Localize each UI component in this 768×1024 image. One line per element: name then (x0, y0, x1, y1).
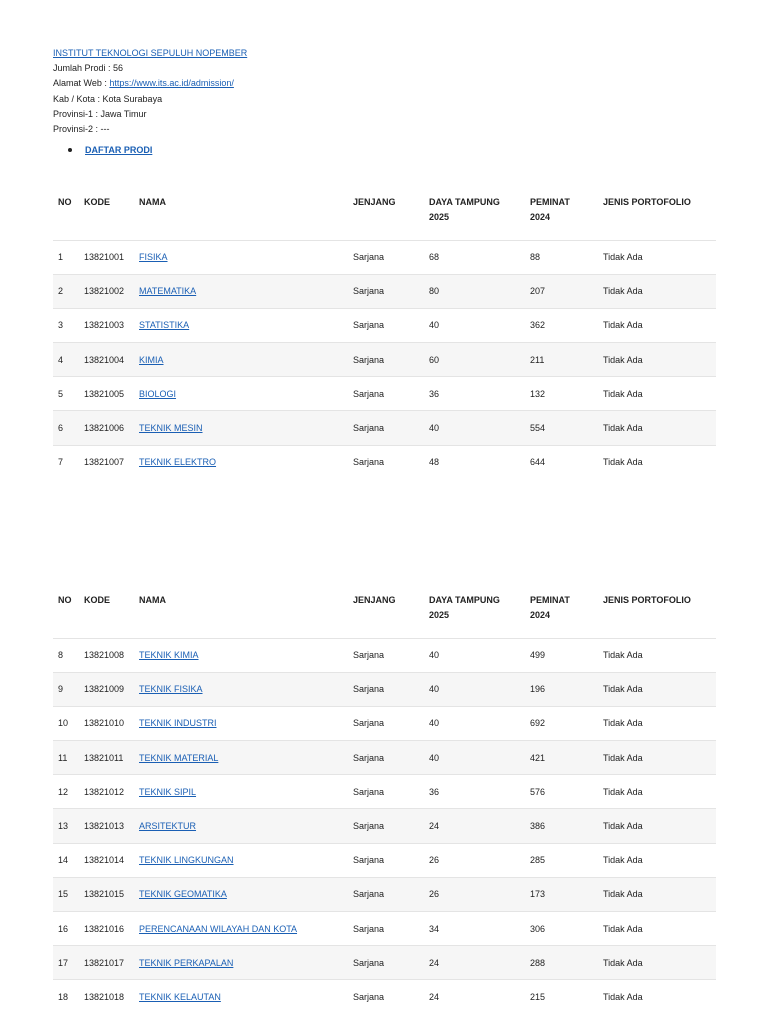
cell-daya-tampung: 24 (424, 809, 525, 843)
cell-peminat: 692 (525, 706, 598, 740)
table-row (53, 946, 716, 980)
cell-jenjang: Sarjana (348, 411, 424, 445)
cell-nama (134, 775, 348, 809)
cell-jenis-portofolio: Tidak Ada (598, 240, 716, 274)
header-jenjang: JENJANG (353, 197, 396, 207)
prodi-name-link[interactable]: TEKNIK GEOMATIKA (139, 889, 227, 900)
cell-kode: 13821011 (79, 741, 134, 775)
cell-daya-tampung: 40 (424, 411, 525, 445)
cell-no: 1 (53, 240, 79, 274)
cell-jenis-portofolio: Tidak Ada (598, 377, 716, 411)
prodi-name-link[interactable]: TEKNIK MATERIAL (139, 752, 219, 763)
cell-jenis-portofolio: Tidak Ada (598, 308, 716, 342)
cell-jenjang: Sarjana (348, 843, 424, 877)
header-peminat-line2: 2024 (530, 212, 551, 222)
header-no: NO (58, 197, 72, 207)
header-jenjang: JENJANG (353, 595, 396, 605)
prodi-name-link[interactable]: PERENCANAAN WILAYAH DAN KOTA (139, 923, 298, 934)
cell-jenjang: Sarjana (348, 445, 424, 479)
table-row (53, 343, 716, 377)
cell-no: 18 (53, 980, 79, 1014)
cell-nama (134, 706, 348, 740)
jumlah-prodi: Jumlah Prodi : 56 (53, 63, 124, 74)
header-jenis-portofolio: JENIS PORTOFOLIO (603, 197, 691, 207)
cell-jenis-portofolio: Tidak Ada (598, 706, 716, 740)
cell-kode: 13821002 (79, 274, 134, 308)
cell-no: 15 (53, 877, 79, 911)
cell-nama (134, 809, 348, 843)
cell-kode: 13821018 (79, 980, 134, 1014)
cell-peminat: 644 (525, 445, 598, 479)
table-row (53, 638, 716, 672)
cell-nama (134, 877, 348, 911)
daftar-prodi-item (68, 145, 152, 155)
cell-no: 8 (53, 638, 79, 672)
cell-kode: 13821009 (79, 672, 134, 706)
cell-peminat: 211 (525, 343, 598, 377)
institution-name-link[interactable]: INSTITUT TEKNOLOGI SEPULUH NOPEMBER (53, 48, 248, 58)
table-row (53, 411, 716, 445)
cell-nama (134, 445, 348, 479)
header-nama: NAMA (139, 595, 166, 605)
cell-no: 7 (53, 445, 79, 479)
prodi-table-1 (53, 184, 716, 479)
cell-peminat: 421 (525, 741, 598, 775)
cell-jenis-portofolio: Tidak Ada (598, 843, 716, 877)
cell-no: 11 (53, 741, 79, 775)
cell-nama (134, 274, 348, 308)
cell-kode: 13821017 (79, 946, 134, 980)
cell-nama (134, 638, 348, 672)
cell-nama (134, 843, 348, 877)
cell-jenjang: Sarjana (348, 775, 424, 809)
cell-peminat: 215 (525, 980, 598, 1014)
table-row (53, 843, 716, 877)
prodi-name-link[interactable]: ARSITEKTUR (139, 821, 197, 832)
table-row (53, 980, 716, 1014)
cell-kode: 13821008 (79, 638, 134, 672)
cell-kode: 13821007 (79, 445, 134, 479)
bullet-icon (68, 148, 72, 152)
cell-jenjang: Sarjana (348, 377, 424, 411)
cell-kode: 13821016 (79, 912, 134, 946)
cell-peminat: 196 (525, 672, 598, 706)
cell-jenis-portofolio: Tidak Ada (598, 877, 716, 911)
cell-jenis-portofolio: Tidak Ada (598, 741, 716, 775)
cell-nama (134, 308, 348, 342)
prodi-name-link[interactable]: TEKNIK KIMIA (139, 650, 199, 661)
cell-peminat: 285 (525, 843, 598, 877)
cell-jenjang: Sarjana (348, 912, 424, 946)
cell-no: 6 (53, 411, 79, 445)
alamat-web-label: Alamat Web : (53, 78, 110, 89)
cell-no: 10 (53, 706, 79, 740)
header-kode: KODE (84, 197, 111, 207)
cell-jenis-portofolio: Tidak Ada (598, 343, 716, 377)
table-row (53, 377, 716, 411)
cell-peminat: 362 (525, 308, 598, 342)
provinsi-2: Provinsi-2 : --- (53, 124, 110, 135)
cell-kode: 13821003 (79, 308, 134, 342)
cell-daya-tampung: 40 (424, 706, 525, 740)
institution-info (53, 46, 247, 137)
cell-jenis-portofolio: Tidak Ada (598, 274, 716, 308)
cell-peminat: 554 (525, 411, 598, 445)
cell-kode: 13821010 (79, 706, 134, 740)
cell-jenis-portofolio: Tidak Ada (598, 809, 716, 843)
cell-no: 5 (53, 377, 79, 411)
header-daya-tampung-line2: 2025 (429, 610, 450, 620)
header-peminat (525, 184, 598, 240)
cell-kode: 13821006 (79, 411, 134, 445)
header-daya-tampung (424, 184, 525, 240)
cell-daya-tampung: 26 (424, 877, 525, 911)
prodi-name-link[interactable]: FISIKA (139, 252, 168, 263)
table-row (53, 775, 716, 809)
prodi-name-link[interactable]: MATEMATIKA (139, 286, 197, 297)
table-row (53, 741, 716, 775)
header-peminat-line1: PEMINAT (530, 197, 570, 207)
header-daya-tampung-line2: 2025 (429, 212, 450, 222)
cell-kode: 13821004 (79, 343, 134, 377)
cell-jenjang: Sarjana (348, 343, 424, 377)
cell-nama (134, 343, 348, 377)
kab-kota: Kab / Kota : Kota Surabaya (53, 93, 163, 104)
cell-peminat: 207 (525, 274, 598, 308)
cell-peminat: 288 (525, 946, 598, 980)
alamat-web-link[interactable]: https://www.its.ac.id/admission/ (109, 78, 234, 89)
table-row (53, 308, 716, 342)
cell-nama (134, 240, 348, 274)
cell-jenis-portofolio: Tidak Ada (598, 445, 716, 479)
cell-jenjang: Sarjana (348, 638, 424, 672)
table-row (53, 240, 716, 274)
table-header-row (53, 184, 716, 240)
cell-jenjang: Sarjana (348, 274, 424, 308)
header-peminat-line1: PEMINAT (530, 595, 570, 605)
cell-jenis-portofolio: Tidak Ada (598, 411, 716, 445)
cell-no: 9 (53, 672, 79, 706)
cell-nama (134, 377, 348, 411)
cell-jenis-portofolio: Tidak Ada (598, 638, 716, 672)
cell-jenjang: Sarjana (348, 308, 424, 342)
cell-daya-tampung: 40 (424, 308, 525, 342)
cell-daya-tampung: 40 (424, 672, 525, 706)
header-nama: NAMA (139, 197, 166, 207)
prodi-name-link[interactable]: TEKNIK SIPIL (139, 786, 197, 797)
cell-daya-tampung: 24 (424, 980, 525, 1014)
cell-no: 13 (53, 809, 79, 843)
prodi-name-link[interactable]: STATISTIKA (139, 320, 190, 331)
cell-nama (134, 946, 348, 980)
cell-jenis-portofolio: Tidak Ada (598, 912, 716, 946)
cell-no: 17 (53, 946, 79, 980)
cell-peminat: 576 (525, 775, 598, 809)
cell-no: 3 (53, 308, 79, 342)
cell-daya-tampung: 36 (424, 775, 525, 809)
table-body-2 (53, 638, 716, 1014)
cell-daya-tampung: 40 (424, 638, 525, 672)
cell-jenjang: Sarjana (348, 980, 424, 1014)
cell-kode: 13821012 (79, 775, 134, 809)
header-jenis-portofolio: JENIS PORTOFOLIO (603, 595, 691, 605)
cell-daya-tampung: 80 (424, 274, 525, 308)
cell-jenjang: Sarjana (348, 877, 424, 911)
cell-jenis-portofolio: Tidak Ada (598, 980, 716, 1014)
header-daya-tampung (424, 582, 525, 638)
prodi-name-link[interactable]: TEKNIK LINGKUNGAN (139, 855, 234, 866)
cell-peminat: 88 (525, 240, 598, 274)
header-daya-tampung-line1: DAYA TAMPUNG (429, 595, 500, 605)
cell-daya-tampung: 48 (424, 445, 525, 479)
header-kode: KODE (84, 595, 111, 605)
cell-daya-tampung: 34 (424, 912, 525, 946)
header-peminat (525, 582, 598, 638)
cell-kode: 13821001 (79, 240, 134, 274)
cell-jenis-portofolio: Tidak Ada (598, 946, 716, 980)
cell-kode: 13821014 (79, 843, 134, 877)
prodi-name-link[interactable]: TEKNIK KELAUTAN (139, 992, 221, 1003)
cell-no: 16 (53, 912, 79, 946)
cell-daya-tampung: 26 (424, 843, 525, 877)
cell-daya-tampung: 40 (424, 741, 525, 775)
cell-jenjang: Sarjana (348, 809, 424, 843)
cell-jenis-portofolio: Tidak Ada (598, 775, 716, 809)
cell-daya-tampung: 36 (424, 377, 525, 411)
cell-peminat: 173 (525, 877, 598, 911)
table-body-1 (53, 240, 716, 479)
alamat-web (53, 76, 247, 91)
cell-nama (134, 741, 348, 775)
cell-peminat: 386 (525, 809, 598, 843)
cell-jenis-portofolio: Tidak Ada (598, 672, 716, 706)
table-row (53, 274, 716, 308)
cell-jenjang: Sarjana (348, 240, 424, 274)
cell-kode: 13821015 (79, 877, 134, 911)
table-row (53, 445, 716, 479)
cell-no: 14 (53, 843, 79, 877)
prodi-name-link[interactable]: TEKNIK ELEKTRO (139, 457, 217, 468)
cell-kode: 13821005 (79, 377, 134, 411)
table-row (53, 706, 716, 740)
cell-daya-tampung: 68 (424, 240, 525, 274)
cell-jenjang: Sarjana (348, 946, 424, 980)
prodi-name-link[interactable]: BIOLOGI (139, 388, 177, 399)
cell-nama (134, 672, 348, 706)
header-no: NO (58, 595, 72, 605)
cell-daya-tampung: 60 (424, 343, 525, 377)
cell-peminat: 499 (525, 638, 598, 672)
cell-no: 2 (53, 274, 79, 308)
table-row (53, 912, 716, 946)
cell-no: 4 (53, 343, 79, 377)
cell-peminat: 306 (525, 912, 598, 946)
cell-jenjang: Sarjana (348, 672, 424, 706)
header-daya-tampung-line1: DAYA TAMPUNG (429, 197, 500, 207)
prodi-table-2 (53, 582, 716, 1014)
table-row (53, 809, 716, 843)
cell-kode: 13821013 (79, 809, 134, 843)
daftar-prodi-link[interactable]: DAFTAR PRODI (85, 145, 153, 155)
cell-jenjang: Sarjana (348, 741, 424, 775)
cell-peminat: 132 (525, 377, 598, 411)
cell-nama (134, 912, 348, 946)
cell-nama (134, 411, 348, 445)
prodi-name-link[interactable]: TEKNIK MESIN (139, 423, 203, 434)
cell-nama (134, 980, 348, 1014)
table-row (53, 877, 716, 911)
prodi-name-link[interactable]: TEKNIK PERKAPALAN (139, 957, 234, 968)
table-header-row (53, 582, 716, 638)
prodi-name-link[interactable]: TEKNIK FISIKA (139, 684, 203, 695)
header-peminat-line2: 2024 (530, 610, 551, 620)
prodi-name-link[interactable]: KIMIA (139, 354, 164, 365)
cell-daya-tampung: 24 (424, 946, 525, 980)
cell-jenjang: Sarjana (348, 706, 424, 740)
cell-no: 12 (53, 775, 79, 809)
provinsi-1: Provinsi-1 : Jawa Timur (53, 108, 147, 119)
prodi-name-link[interactable]: TEKNIK INDUSTRI (139, 718, 217, 729)
table-row (53, 672, 716, 706)
